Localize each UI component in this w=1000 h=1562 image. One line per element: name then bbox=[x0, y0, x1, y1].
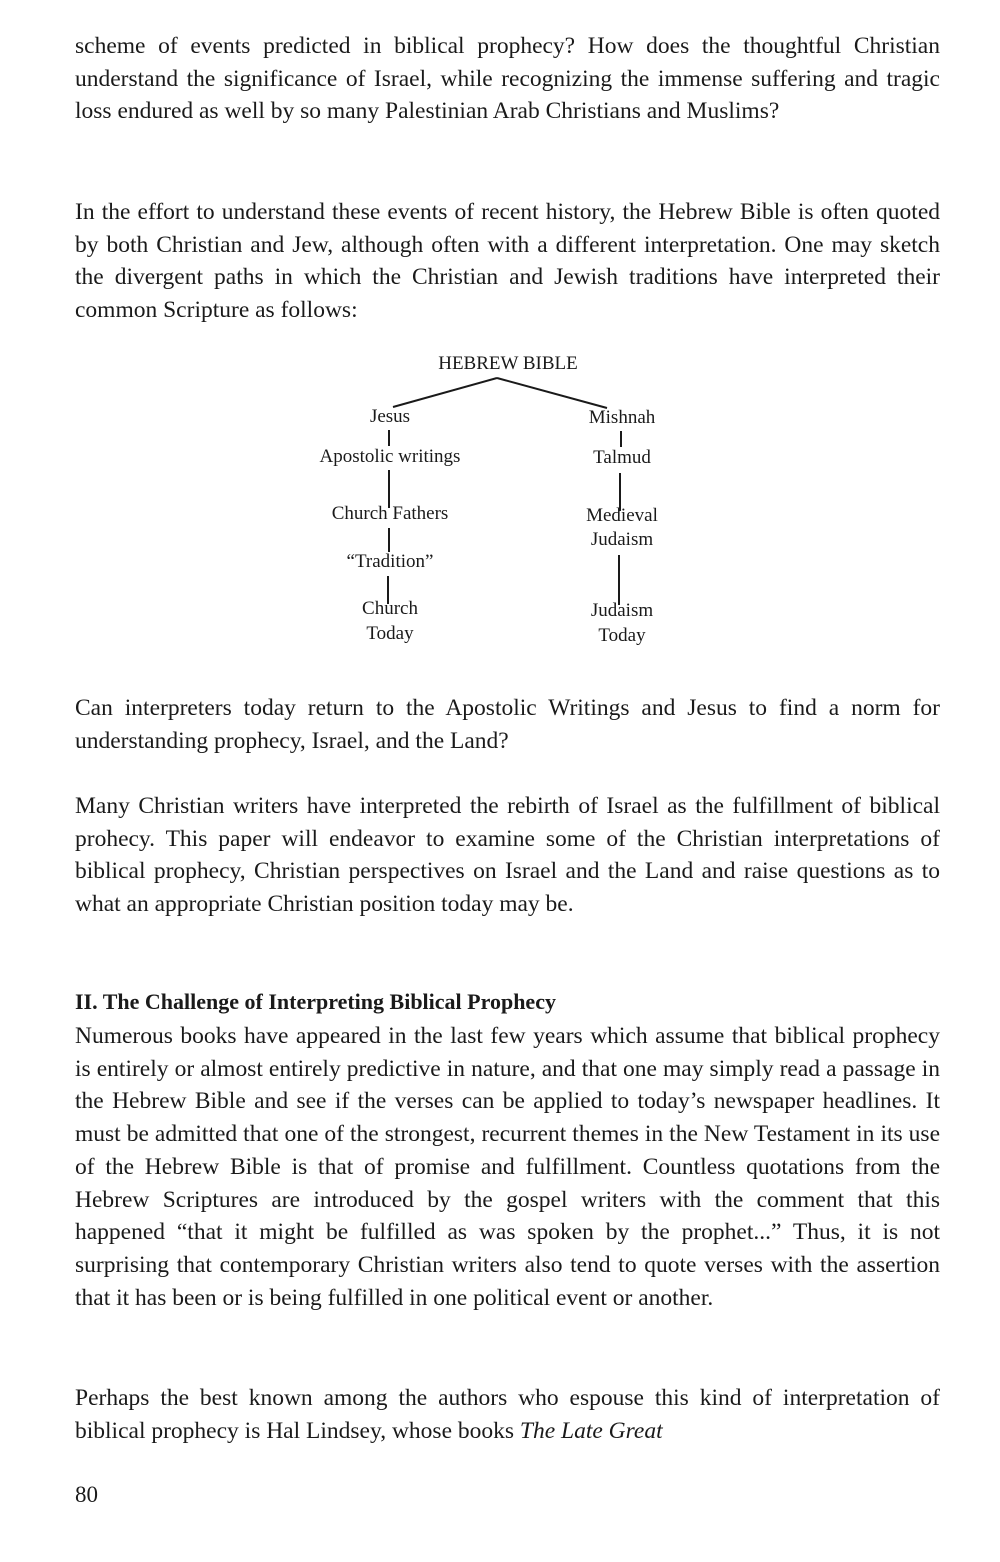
paragraph-hal-lindsey bbox=[75, 1382, 940, 1447]
diagram-node-jesus: Jesus bbox=[369, 406, 411, 427]
section-heading: II. The Challenge of Interpreting Biblical Prophecy bbox=[75, 989, 556, 1014]
diagram-node-judaism-today: Today bbox=[598, 625, 646, 646]
diagram-root-hebrew-bible: HEBREW BIBLE bbox=[438, 353, 578, 374]
diagram-node-medieval-judaism: Judaism bbox=[590, 529, 654, 550]
diagram-node-mishnah: Mishnah bbox=[588, 407, 656, 428]
paragraph-hebrew-bible-quoted: In the effort to understand these events of recent history, the Hebrew Bible is often quoted by both Christian and Jew, although often with a different interpretation. One may sketch the divergent paths in which the Christian and Jewish traditions have interpreted their common Scripture as follows: bbox=[75, 199, 940, 324]
paragraph-intro-questions: scheme of events predicted in biblical prophecy? How does the thoughtful Christian understand the significance of Israel, while recognizing the immense suffering and tragic loss endured as well by so many Palestinian Arab Christians and Muslims? bbox=[75, 33, 940, 125]
paragraph-interpreters-question: Can interpreters today return to the Apostolic Writings and Jesus to find a norm for understanding prophecy, Israel, and the Land? bbox=[75, 695, 940, 754]
diagram-node-medieval: Medieval bbox=[586, 505, 658, 526]
diagram-node-church-fathers: Church Fathers bbox=[331, 503, 449, 524]
page-number: 80 bbox=[75, 1482, 98, 1507]
book-title-italic: The Late Great bbox=[519, 1417, 663, 1444]
diagram-node-church-today: Today bbox=[366, 623, 414, 644]
diagram-node-tradition: “Tradition” bbox=[346, 551, 434, 572]
diagram-node-judaism: Judaism bbox=[590, 600, 654, 621]
diagram-node-talmud: Talmud bbox=[593, 447, 651, 468]
paragraph-challenge-body: Numerous books have appeared in the last few years which assume that biblical prophecy is entirely or almost entirely predictive in nature, and that one may simply read a passage in the Hebrew Bible and see if the verses can be applied to today’s newspaper headlines. It must be admitted that one of the strongest, recurrent themes in the New Testament in its use of the Hebrew Bible is that of promise and fulfillment. Countless quotations from the Hebrew Scriptures are introduced by the gospel writers with the comment that this happened “that it might be fulfilled as was spoken by the prophet...” Thus, it is not surprising that contemporary Christian writers also tend to quote verses with the assertion that it has been or is being fulfilled in one political event or another. bbox=[75, 1023, 940, 1311]
diagram-connector bbox=[618, 555, 620, 605]
diagram-connector bbox=[388, 528, 390, 552]
tradition-tree-diagram bbox=[300, 345, 700, 655]
paragraph-text: Perhaps the best known among the authors who espouse this kind of interpretation of biblical prophecy is Hal Lindsey, whose books bbox=[75, 1385, 940, 1444]
paragraph-paper-purpose: Many Christian writers have interpreted the rebirth of Israel as the fulfillment of biblical prohecy. This paper will endeavor to examine some of the Christian interpretations of biblical prophecy, Christian perspectives on Israel and the Land and raise questions as to what an appropriate Christian position today may be. bbox=[75, 793, 940, 918]
diagram-node-church: Church bbox=[362, 598, 418, 619]
diagram-connector bbox=[388, 430, 390, 446]
diagram-connector bbox=[620, 431, 622, 447]
diagram-node-apostolic-writings: Apostolic writings bbox=[319, 446, 461, 467]
